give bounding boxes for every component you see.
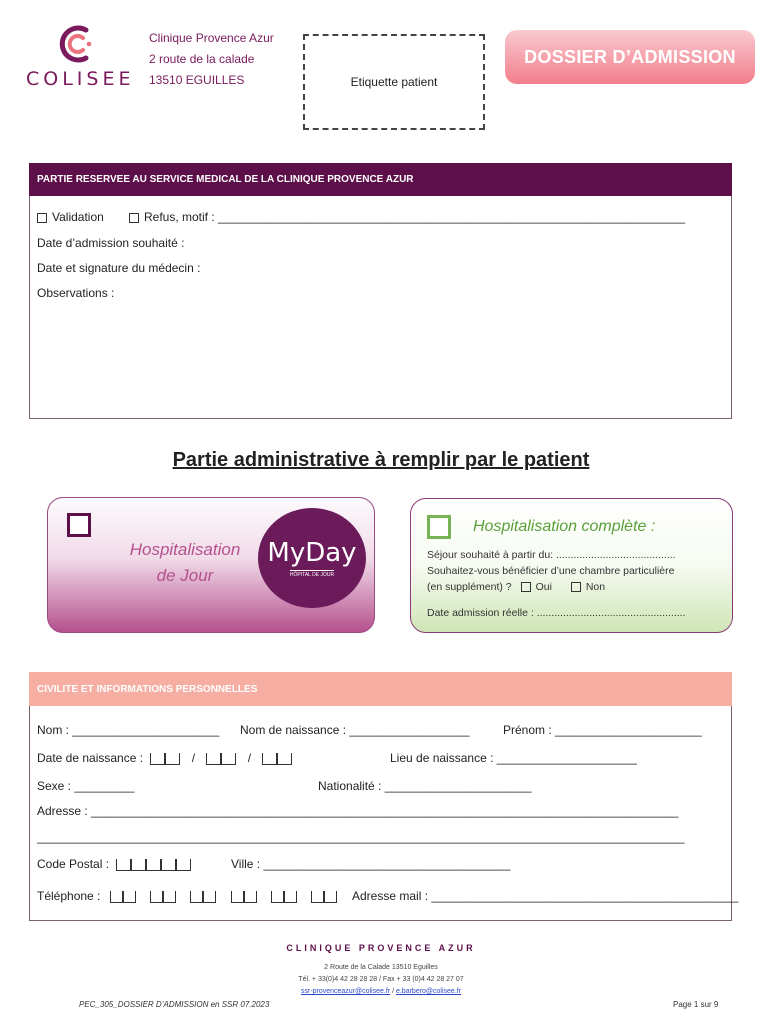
- digit-box[interactable]: [165, 753, 180, 765]
- date-separator: /: [191, 751, 196, 765]
- address-line: Clinique Provence Azur: [149, 31, 274, 45]
- address-line: 13510 EGUILLES: [149, 73, 245, 87]
- non-label: Non: [585, 581, 606, 593]
- adresse-field[interactable]: Adresse : ________________________________________________________________________________________: [37, 804, 679, 818]
- digit-box[interactable]: [311, 891, 324, 903]
- medical-section: [29, 163, 732, 419]
- date-naissance-label: Date de naissance :: [37, 751, 144, 765]
- title-line: de Jour: [156, 566, 214, 585]
- digit-box[interactable]: [231, 891, 244, 903]
- digit-box[interactable]: [116, 859, 131, 871]
- document-title: DOSSIER D’ADMISSION: [505, 30, 755, 84]
- checkbox-icon[interactable]: [129, 213, 139, 223]
- digit-box[interactable]: [123, 891, 136, 903]
- myday-logo-text: MyDay: [267, 538, 357, 568]
- telephone-label: Téléphone :: [37, 889, 101, 903]
- validation-label: Validation: [52, 210, 104, 224]
- digit-box[interactable]: [163, 891, 176, 903]
- digit-box[interactable]: [190, 891, 203, 903]
- refus-label: Refus, motif : ______________________________________________________________________: [144, 210, 686, 224]
- page-number: Page 1 sur 9: [673, 1000, 719, 1009]
- colisee-logo-icon: [56, 22, 100, 66]
- date-naissance-field[interactable]: [37, 751, 292, 765]
- footer-emails: [0, 988, 762, 995]
- code-postal-field[interactable]: [37, 857, 191, 871]
- digit-box[interactable]: [146, 859, 161, 871]
- document-reference: PEC_305_DOSSIER D’ADMISSION en SSR 07.2023: [79, 1000, 270, 1009]
- clinic-address: [149, 28, 274, 91]
- civilite-section: [29, 672, 732, 921]
- observations-field: Observations :: [37, 286, 115, 300]
- digit-box[interactable]: [277, 753, 292, 765]
- chambre-question: Souhaitez-vous bénéficier d’une chambre particulière: [427, 565, 675, 577]
- prenom-field[interactable]: Prénom : ______________________: [503, 723, 702, 737]
- lieu-naissance-field[interactable]: Lieu de naissance : _____________________: [390, 751, 637, 765]
- digit-box[interactable]: [131, 859, 146, 871]
- checkbox-icon[interactable]: [37, 213, 47, 223]
- digit-box[interactable]: [284, 891, 297, 903]
- digit-box[interactable]: [176, 859, 191, 871]
- sexe-field[interactable]: Sexe : _________: [37, 779, 135, 793]
- footer-title: CLINIQUE PROVENCE AZUR: [286, 943, 476, 953]
- digit-box[interactable]: [110, 891, 123, 903]
- nationalite-field[interactable]: Nationalité : ______________________: [318, 779, 532, 793]
- digit-box[interactable]: [221, 753, 236, 765]
- digit-box[interactable]: [206, 753, 221, 765]
- digit-box[interactable]: [150, 753, 165, 765]
- civilite-heading: CIVILITE ET INFORMATIONS PERSONNELLES: [29, 672, 732, 706]
- oui-label: Oui: [535, 581, 552, 593]
- nom-naissance-field[interactable]: Nom de naissance : __________________: [240, 723, 470, 737]
- myday-logo-subtitle: HÔPITAL DE JOUR: [289, 572, 335, 578]
- date-admission-field: Date d’admission souhaité :: [37, 236, 185, 250]
- adresse-line-2[interactable]: _________________________________________________________________________________________________: [37, 830, 685, 844]
- checkbox-icon[interactable]: [521, 582, 531, 592]
- refus-option[interactable]: [129, 210, 685, 224]
- supplement-label: (en supplément) ?: [427, 581, 512, 593]
- sejour-field: Séjour souhaité à partir du: .........................................: [427, 549, 676, 561]
- hospitalisation-jour-checkbox[interactable]: [67, 513, 91, 537]
- medical-section-heading: PARTIE RESERVEE AU SERVICE MEDICAL DE LA CLINIQUE PROVENCE AZUR: [29, 163, 732, 196]
- date-reelle-field: Date admission réelle : ...................................................: [427, 607, 686, 619]
- telephone-field[interactable]: [37, 889, 337, 903]
- hospitalisation-complete-title: Hospitalisation complète :: [473, 518, 656, 535]
- hospitalisation-complete-checkbox[interactable]: [427, 515, 451, 539]
- footer-phone: Tél. + 33(0)4 42 28 28 28 / Fax + 33 (0)4 42 28 27 07: [298, 976, 464, 983]
- email-field[interactable]: Adresse mail : ______________________________________________: [352, 889, 739, 903]
- signature-field: Date et signature du médecin :: [37, 261, 201, 275]
- patient-label-box: [303, 34, 485, 130]
- address-line: 2 route de la calade: [149, 52, 255, 66]
- admin-heading: Partie administrative à remplir par le patient: [172, 449, 590, 471]
- supplement-line: [427, 581, 605, 593]
- logo-wordmark: COLISEE: [26, 68, 135, 90]
- digit-box[interactable]: [262, 753, 277, 765]
- validation-option[interactable]: [37, 210, 104, 224]
- date-separator: /: [247, 751, 252, 765]
- digit-box[interactable]: [324, 891, 337, 903]
- code-postal-label: Code Postal :: [37, 857, 110, 871]
- hospitalisation-jour-title: [110, 537, 260, 589]
- myday-logo: [258, 508, 366, 608]
- title-line: Hospitalisation: [129, 540, 241, 559]
- ville-field[interactable]: Ville : _____________________________________: [231, 857, 511, 871]
- checkbox-icon[interactable]: [571, 582, 581, 592]
- footer-email-link[interactable]: ssr-provenceazur@colisee.fr: [300, 988, 391, 995]
- footer-separator: /: [390, 988, 396, 995]
- patient-label-text: Etiquette patient: [350, 75, 438, 89]
- footer-address: 2 Route de la Calade 13510 Eguilles: [324, 964, 438, 971]
- digit-box[interactable]: [161, 859, 176, 871]
- footer-email-link[interactable]: e.barbero@colisee.fr: [395, 988, 462, 995]
- nom-field[interactable]: Nom : ______________________: [37, 723, 220, 737]
- digit-box[interactable]: [203, 891, 216, 903]
- digit-box[interactable]: [244, 891, 257, 903]
- digit-box[interactable]: [271, 891, 284, 903]
- digit-box[interactable]: [150, 891, 163, 903]
